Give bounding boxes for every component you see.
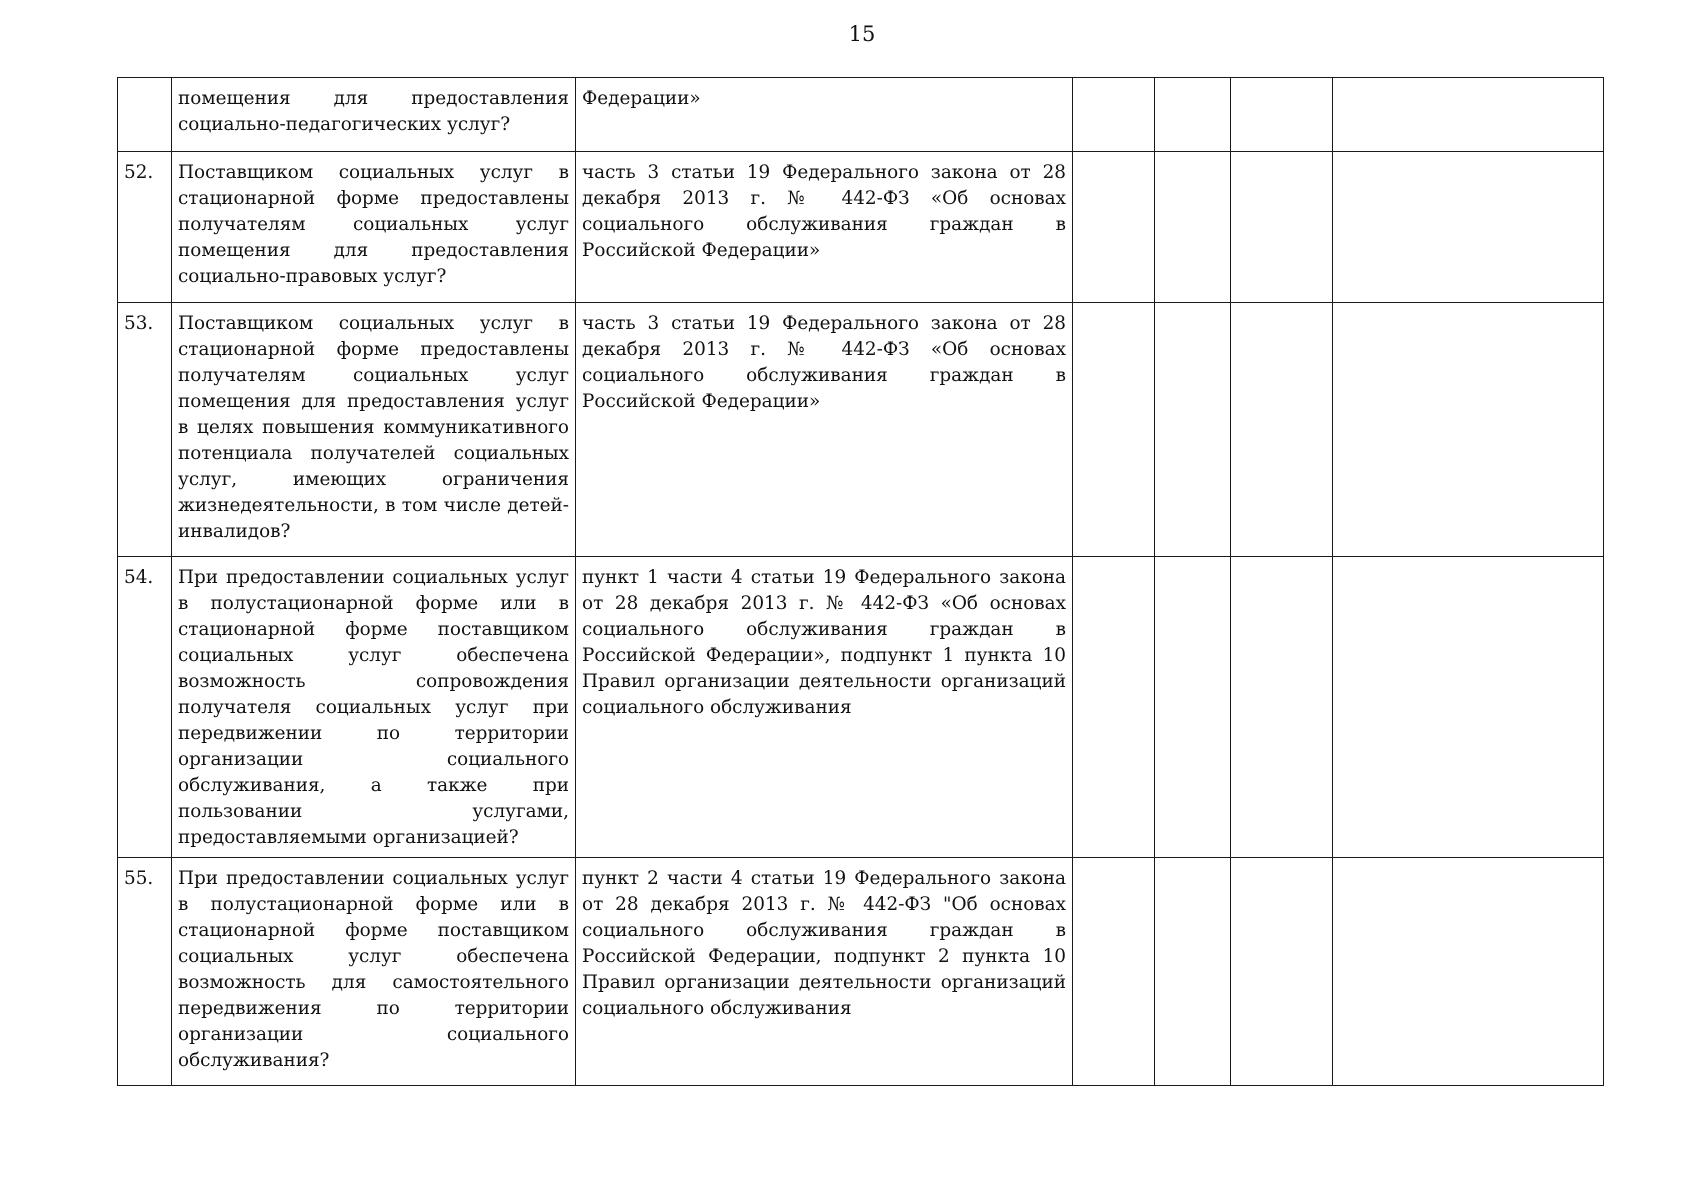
table-row <box>118 303 1604 557</box>
table-row <box>118 78 1604 152</box>
note-cell[interactable] <box>1333 303 1604 557</box>
legal-reference-cell: пункт 1 части 4 статьи 19 Федерального закона от 28 декабря 2013 г. № 442-ФЗ «Об основах социального обслуживания граждан в Российской Федерации», подпункт 1 пункта 10 Правил организации деятельности организаций социального обслуживания <box>576 557 1073 858</box>
answer-no-cell[interactable] <box>1155 78 1231 152</box>
answer-yes-cell[interactable] <box>1073 152 1155 303</box>
answer-na-cell[interactable] <box>1231 78 1333 152</box>
answer-na-cell[interactable] <box>1231 303 1333 557</box>
question-cell: При предоставлении социальных услуг в полустационарной форме или в стационарной форме поставщиком социальных услуг обеспечена возможность для самостоятельного передвижения по территории организации социального обслуживания? <box>172 858 576 1086</box>
question-cell: помещения для предоставления социально-педагогических услуг? <box>172 78 576 152</box>
table-row <box>118 152 1604 303</box>
legal-reference-cell: Федерации» <box>576 78 1073 152</box>
page-number: 15 <box>848 22 876 46</box>
answer-no-cell[interactable] <box>1155 303 1231 557</box>
row-number: 53. <box>118 303 172 557</box>
answer-yes-cell[interactable] <box>1073 303 1155 557</box>
note-cell[interactable] <box>1333 557 1604 858</box>
legal-reference-cell: часть 3 статьи 19 Федерального закона от 28 декабря 2013 г. № 442-ФЗ «Об основах социального обслуживания граждан в Российской Федерации» <box>576 152 1073 303</box>
row-number: 54. <box>118 557 172 858</box>
checklist-table <box>117 77 1604 1086</box>
question-cell: Поставщиком социальных услуг в стационарной форме предоставлены получателям социальных услуг помещения для предоставления социально-правовых услуг? <box>172 152 576 303</box>
answer-no-cell[interactable] <box>1155 858 1231 1086</box>
question-cell: При предоставлении социальных услуг в полустационарной форме или в стационарной форме поставщиком социальных услуг обеспечена возможность сопровождения получателя социальных услуг при передвижении по территории организации социального обслуживания, а также при пользовании услугами, предоставляемыми организацией? <box>172 557 576 858</box>
table-row <box>118 858 1604 1086</box>
legal-reference-cell: пункт 2 части 4 статьи 19 Федерального закона от 28 декабря 2013 г. № 442-ФЗ "Об основах социального обслуживания граждан в Российской Федерации, подпункт 2 пункта 10 Правил организации деятельности организаций социального обслуживания <box>576 858 1073 1086</box>
legal-reference-cell: часть 3 статьи 19 Федерального закона от 28 декабря 2013 г. № 442-ФЗ «Об основах социального обслуживания граждан в Российской Федерации» <box>576 303 1073 557</box>
row-number <box>118 78 172 152</box>
table-row <box>118 557 1604 858</box>
answer-na-cell[interactable] <box>1231 858 1333 1086</box>
answer-no-cell[interactable] <box>1155 152 1231 303</box>
answer-yes-cell[interactable] <box>1073 78 1155 152</box>
answer-na-cell[interactable] <box>1231 152 1333 303</box>
answer-yes-cell[interactable] <box>1073 557 1155 858</box>
answer-yes-cell[interactable] <box>1073 858 1155 1086</box>
answer-na-cell[interactable] <box>1231 557 1333 858</box>
question-cell: Поставщиком социальных услуг в стационарной форме предоставлены получателям социальных услуг помещения для предоставления услуг в целях повышения коммуникативного потенциала получателей социальных услуг, имеющих ограничения жизнедеятельности, в том числе детей-инвалидов? <box>172 303 576 557</box>
note-cell[interactable] <box>1333 78 1604 152</box>
row-number: 52. <box>118 152 172 303</box>
note-cell[interactable] <box>1333 858 1604 1086</box>
note-cell[interactable] <box>1333 152 1604 303</box>
answer-no-cell[interactable] <box>1155 557 1231 858</box>
row-number: 55. <box>118 858 172 1086</box>
